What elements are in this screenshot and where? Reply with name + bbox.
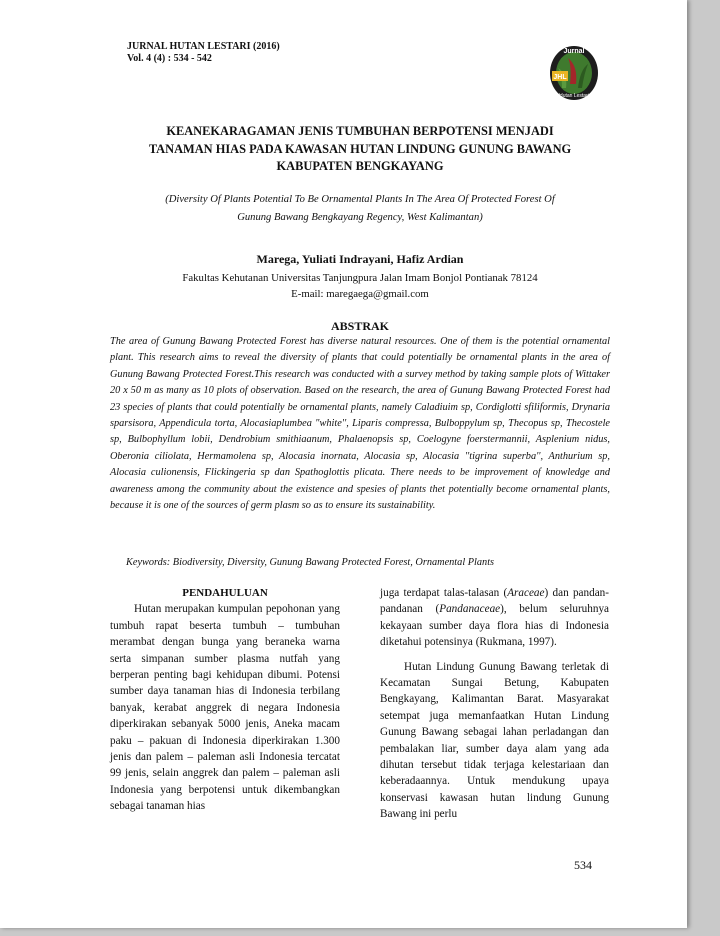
text-run: ), belum seluruhnya kekayaan sumber daya flora hias di Indonesia diketahui potensinya (Rukmana, 1997). [380,603,610,649]
logo-bottom-text: Hutan Lestari [559,93,589,99]
paper-title [110,123,610,176]
journal-logo-emblem [548,44,600,102]
page-number: 534 [574,858,592,872]
right-column [380,585,609,823]
text-run: juga terdapat talas-talasan ( [380,587,508,599]
section-heading: PENDAHULUAN [182,587,268,599]
journal-name: JURNAL HUTAN LESTARI (2016) [127,41,280,52]
logo-jhl-text: JHL [553,74,567,81]
taxon-name: Araceae [507,587,545,599]
author-list: Marega, Yuliati Indrayani, Hafiz Ardian [256,252,464,266]
taxon-name: Pandanaceae [439,603,501,616]
subtitle-line: (Diversity Of Plants Potential To Be Ornamental Plants In The Area Of Protected Forest Of [165,194,555,205]
abstract-text: The area of Gunung Bawang Protected Forest has diverse natural resources. One of them is the potential ornamental plant. This research aims to reveal the diversity of plants that could potentially be ornamental plants in the area of Gunung Bawang Protected Forest.This research was conducted with a survey method by taking sample plots of Wittaker 20 x 50 m as many as 10 plots of observation. Based on the research, the area of Gunung Bawang Protected Forest had 23 species of plants that could potentially be ornamental plants, namely Caladiuim sp, Cordiglotti sfiliformis, Drynaria sparsisora, Appendicula torta, Alocasiaplumbea "white'', Liparis compressa, Bulboppylum sp, Thecopus sp, Thecostele sp, Bulbophyllum lobii, Dendrobium smithiaanum, Phalaenopsis sp, Coelogyne foerstermannii, Asplenium nidus, Oberonia ciliolata, Hermamolena sp, Alocasia inornata, Alocasia sp, Alocasia ''tigrina superba'', Anthurium sp, Alocasia culionensis, Flickingeria sp dan Spathoglottis plicata. There needs to be improvement of knowledge and awareness among the community about the existence and spesies of plants thet potentially become ornamental plants, because it is one of the sources of germ plasm so as to ensure its sustainability. [110,336,610,512]
subtitle-line: Gunung Bawang Bengkayang Regency, West Kalimantan) [237,212,483,223]
intro-paragraph-continued [380,585,609,651]
keywords: Keywords: Biodiversity, Diversity, Gunung Bawang Protected Forest, Ornamental Plants [126,557,495,568]
title-line: KEANEKARAGAMAN JENIS TUMBUHAN BERPOTENSI MENJADI [166,124,554,138]
author-email: E-mail: maregaega@gmail.com [291,288,429,300]
location-paragraph: Hutan Lindung Gunung Bawang terletak di Kecamatan Sungai Betung, Kabupaten Bengkayang, Kalimantan Barat. Masyarakat setempat juga memanfaatkan Hutan Lindung Gunung Bawang sebagai lahan perladangan dan pembalakan liar, sumber daya alam yang ada dihutan tersebut tidak terjaga kelestariaan dan keberadaannya. Untuk mendukung upaya konservasi kawasan hutan lindung Gunung Bawang ini perlu [380,660,609,821]
paper-subtitle [110,191,610,227]
journal-volume: Vol. 4 (4) : 534 - 542 [127,53,212,64]
text-run: ) dan pandan-pandanan ( [380,587,609,616]
abstract-heading: ABSTRAK [330,319,389,333]
affiliation: Fakultas Kehutanan Universitas Tanjungpura Jalan Imam Bonjol Pontianak 78124 [182,272,538,284]
title-line: TANAMAN HIAS PADA KAWASAN HUTAN LINDUNG GUNUNG BAWANG [148,141,572,156]
affiliation-block [110,270,610,302]
logo-top-text: Jurnal [563,48,585,55]
title-line: KABUPATEN BENGKAYANG [276,159,444,173]
journal-header [127,41,280,65]
journal-logo [548,44,600,102]
intro-paragraph: Hutan merupakan kumpulan pepohonan yang tumbuh rapat beserta tumbuh – tumbuhan merambat dengan bunga yang beraneka warna serta simpanan sumber plasma nutfah yang berperan penting bagi kehidupan dibumi. Potensi sumber daya tanaman hias di Indonesia terbilang banyak, kerabat anggrek di negara Indonesia diperkirakan sebanyak 5000 jenis, Aneka macam paku – pakuan di Indonesia diperkirakan 1.300 jenis dan palem – paleman asli Indonesia tercatat 99 jenis, selain anggrek dan palem – paleman asli Indonesia yang berpotensi untuk dikembangkan sebagai tanaman hias [110,603,340,813]
left-column [110,585,340,815]
